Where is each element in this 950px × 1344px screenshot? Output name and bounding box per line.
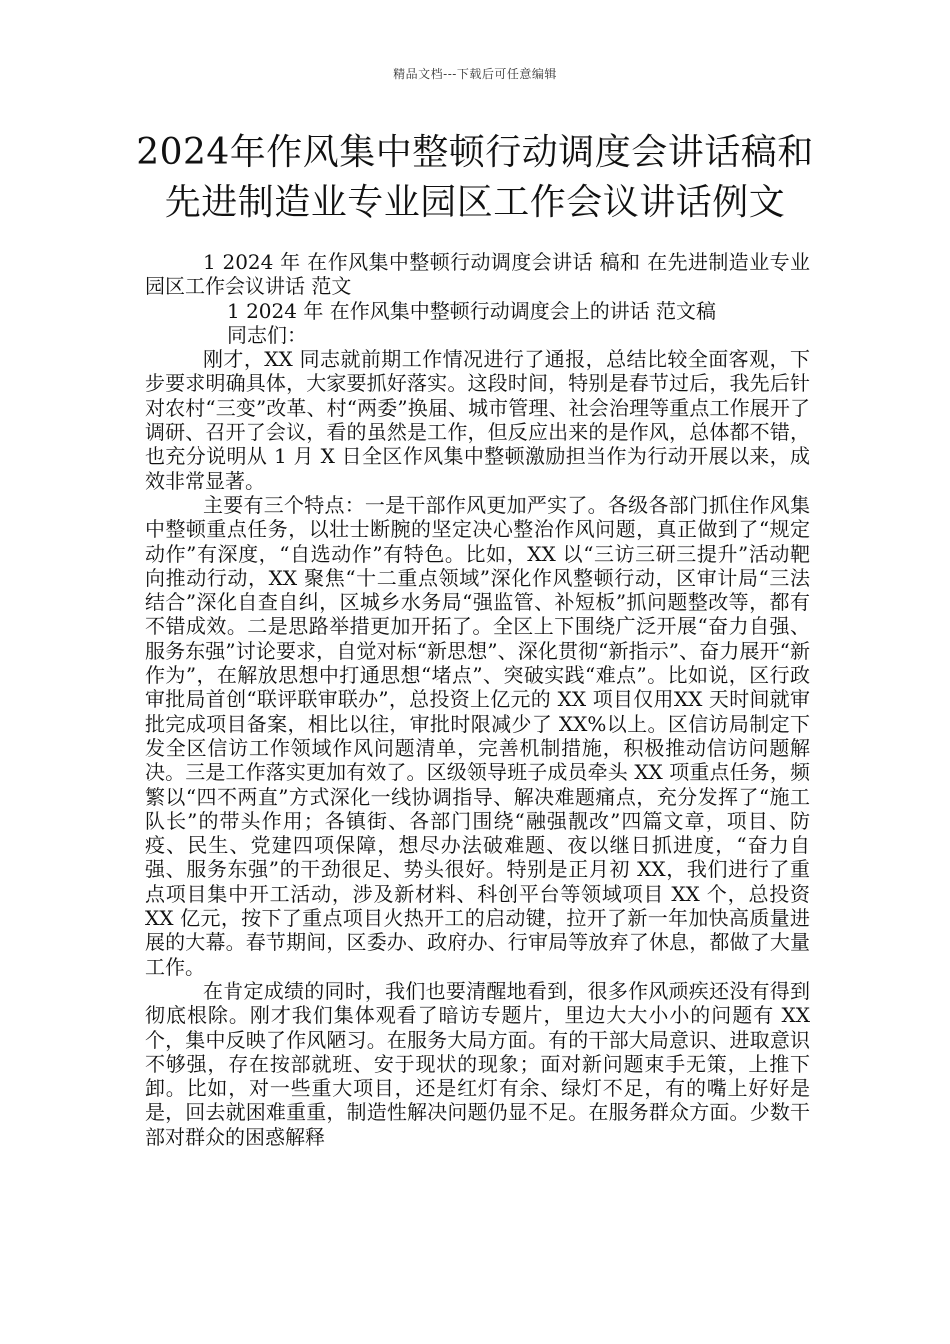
speech-subtitle: 1 2024 年 在作风集中整顿行动调度会上的讲话 范文稿 [227,298,717,323]
title-line-2: 先进制造业专业园区工作会议讲话例文 [164,182,786,223]
body-paragraph-1: 刚才，XX 同志就前期工作情况进行了通报，总结比较全面客观，下步要求明确具体，大家要抓好落实。这段时间，特别是春节过后，我先后针对农村“三变”改革、村“两委”换届、城市管理、社会治理等重点工作展开了调研、召开了会议，看的虽然是工作，但反应出来的是作风，总体都不错，也充分说明从 1 月 X 日全区作风集中整顿激励担当作为行动开展以来，成效非常显著。 [145,347,810,493]
document-title [100,128,850,228]
title-line-1: 2024年作风集中整顿行动调度会讲话稿和 [136,132,814,173]
document-body [145,250,810,1149]
intro-paragraph: 1 2024 年 在作风集中整顿行动调度会讲话 稿和 在先进制造业专业园区工作会议讲话 范文 [145,250,810,299]
body-paragraph-2: 主要有三个特点：一是干部作风更加严实了。各级各部门抓住作风集中整顿重点任务，以壮士断腕的坚定决心整治作风问题，真正做到了“规定动作”有深度，“自选动作”有特色。比如，XX 以“三访三研三提升”活动靶向推动行动，XX 聚焦“十二重点领域”深化作风整顿行动，区审计局“三法结合”深化自查自纠，区城乡水务局“强监管、补短板”抓问题整改等，都有不错成效。二是思路举措更加开拓了。全区上下围绕广泛开展“奋力自强、服务东强”讨论要求，自觉对标“新思想”、深化贯彻“新指示”、奋力展开“新作为”，在解放思想中打通思想“堵点”、突破实践“难点”。比如说，区行政审批局首创“联评联审联办”，总投资上亿元的 XX 项目仅用XX 天时间就审批完成项目备案，相比以往，审批时限减少了 XX%以上。区信访局制定下发全区信访工作领域作风问题清单，完善机制措施，积极推动信访问题解决。三是工作落实更加有效了。区级领导班子成员牵头 XX 项重点任务，频繁以“四不两直”方式深化一线协调指导、解决难题痛点，充分发挥了“施工队长”的带头作用；各镇街、各部门围绕“融强靓改”四篇文章，项目、防疫、民生、党建四项保障，想尽办法破难题、夜以继日抓进度，“奋力自强、服务东强”的干劲很足、势头很好。特别是正月初 XX，我们进行了重点项目集中开工活动，涉及新材料、科创平台等领域项目 XX 个，总投资 XX 亿元，按下了重点项目火热开工的启动键，拉开了新一年加快高质量进展的大幕。春节期间，区委办、政府办、行审局等放弃了休息，都做了大量工作。 [145,492,810,979]
greeting: 同志们： [227,322,307,347]
header-note: 精品文档---下载后可任意编辑 [393,67,557,81]
body-paragraph-3: 在肯定成绩的同时，我们也要清醒地看到，很多作风顽疾还没有得到彻底根除。刚才我们集体观看了暗访专题片，里边大大小小的问题有 XX 个，集中反映了作风陋习。在服务大局方面。有的干部大局意识、进取意识不够强，存在按部就班、安于现状的现象；面对新问题束手无策，上推下卸。比如，对一些重大项目，还是红灯有余、绿灯不足，有的嘴上好好是是，回去就困难重重，制造性解决问题仍显不足。在服务群众方面。少数干部对群众的困惑解释 [145,978,810,1149]
